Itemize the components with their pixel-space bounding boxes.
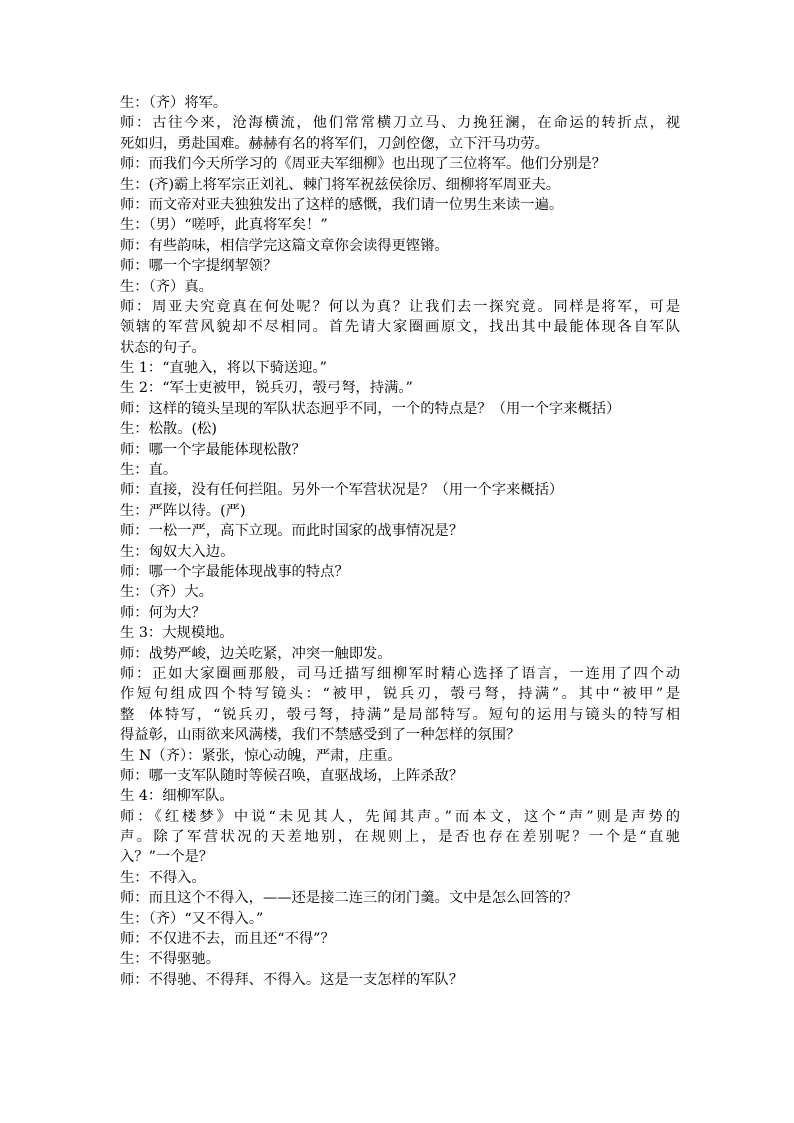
text-line: 生：松散。(松)	[120, 421, 217, 438]
text-line: 生 N（齐）：紧张，惊心动魄，严肃，庄重。	[120, 747, 402, 764]
text-line: 师：哪一个字最能体现松散？	[120, 441, 306, 458]
text-line: 师：战势严峻，边关吃紧，冲突一触即发。	[120, 645, 392, 662]
text-line: 作短句组成四个特写镜头：“被甲，锐兵刃，彀弓弩，持满”。其中“被甲”是	[120, 686, 680, 703]
text-line: 死如归，勇赴国难。赫赫有名的将军们，刀剑倥偬，立下汗马功劳。	[120, 135, 549, 152]
text-line: 师：哪一个字最能体现战事的特点？	[120, 563, 349, 580]
text-line: 生：(齐)霸上将军宗正刘礼、棘门将军祝兹侯徐厉、细柳将军周亚夫。	[120, 176, 561, 193]
text-line: 生：严阵以待。(严)	[120, 502, 246, 519]
text-line: 师：不仅进不去，而且还“不得”？	[120, 931, 335, 948]
text-line: 师：而我们今天所学习的《周亚夫军细柳》也出现了三位将军。他们分别是？	[120, 156, 607, 173]
text-line: 师：有些韵味，相信学完这篇文章你会读得更铿锵。	[120, 237, 449, 254]
text-line: 师：直接，没有任何拦阻。另外一个军营状况是？（用一个字来概括）	[120, 482, 564, 499]
text-line: 得益彰，山雨欲来风满楼，我们不禁感受到了一种怎样的氛围？	[120, 727, 521, 744]
text-line: 师：哪一个字提纲挈领？	[120, 258, 278, 275]
text-line: 生：不得驱驰。	[120, 951, 221, 968]
text-line: 师：而且这个不得入，——还是接二连三的闭门羹。文中是怎么回答的？	[120, 890, 578, 907]
text-line: 生 3：大规模地。	[120, 625, 234, 642]
text-line: 生：匈奴大入边。	[120, 543, 235, 560]
text-line: 师：《红楼梦》中说“未见其人，先闻其声。”而本文，这个“声”则是声势的	[120, 808, 680, 825]
text-line: 生：（齐）“又不得入。”	[120, 910, 264, 927]
text-line: 生 1：“直驰入，将以下骑送迎。”	[120, 360, 327, 377]
document-body	[120, 93, 680, 990]
text-line: 生：直。	[120, 462, 178, 479]
text-line: 师：正如大家圈画那般，司马迁描写细柳军时精心选择了语言，一连用了四个动	[120, 665, 680, 682]
text-line: 生：（男）“嗟呼，此真将军矣！”	[120, 217, 328, 234]
text-line: 生 4：细柳军队。	[120, 788, 234, 805]
text-line: 生 2：“军士吏被甲，锐兵刃，彀弓弩，持满。”	[120, 380, 413, 397]
text-line: 入？”一个是？	[120, 849, 214, 866]
text-line: 师：哪一支军队随时等候召唤，直驱战场，上阵杀敌？	[120, 767, 464, 784]
text-line: 生：（齐）将军。	[120, 95, 228, 111]
text-line: 师：周亚夫究竟真在何处呢？何以为真？让我们去一探究竟。同样是将军，可是	[120, 298, 680, 315]
text-line: 状态的句子。	[120, 339, 206, 356]
text-line: 师：一松一严，高下立现。而此时国家的战事情况是？	[120, 523, 464, 540]
text-line: 整 体特写，“锐兵刃，彀弓弩，持满”是局部特写。短句的运用与镜头的特写相	[120, 706, 680, 723]
text-line: 师：古往今来，沧海横流，他们常常横刀立马、力挽狂澜，在命运的转折点，视	[120, 115, 680, 132]
text-line: 生：（齐）真。	[120, 278, 213, 295]
text-line: 师：何为大？	[120, 604, 206, 621]
text-line: 师：而文帝对亚夫独独发出了这样的感慨，我们请一位男生来读一遍。	[120, 196, 564, 213]
text-line: 生：不得入。	[120, 869, 206, 886]
text-line: 领辖的军营风貌却不尽相同。首先请大家圈画原文，找出其中最能体现各自军队	[120, 319, 680, 336]
text-line: 声。除了军营状况的天差地别，在规则上，是否也存在差别呢？一个是“直驰	[120, 829, 680, 846]
text-line: 生：（齐）大。	[120, 584, 213, 601]
text-line: 师：不得驰、不得拜、不得入。这是一支怎样的军队？	[120, 971, 464, 988]
text-line: 师：这样的镜头呈现的军队状态迥乎不同，一个的特点是？（用一个字来概括）	[120, 400, 621, 417]
